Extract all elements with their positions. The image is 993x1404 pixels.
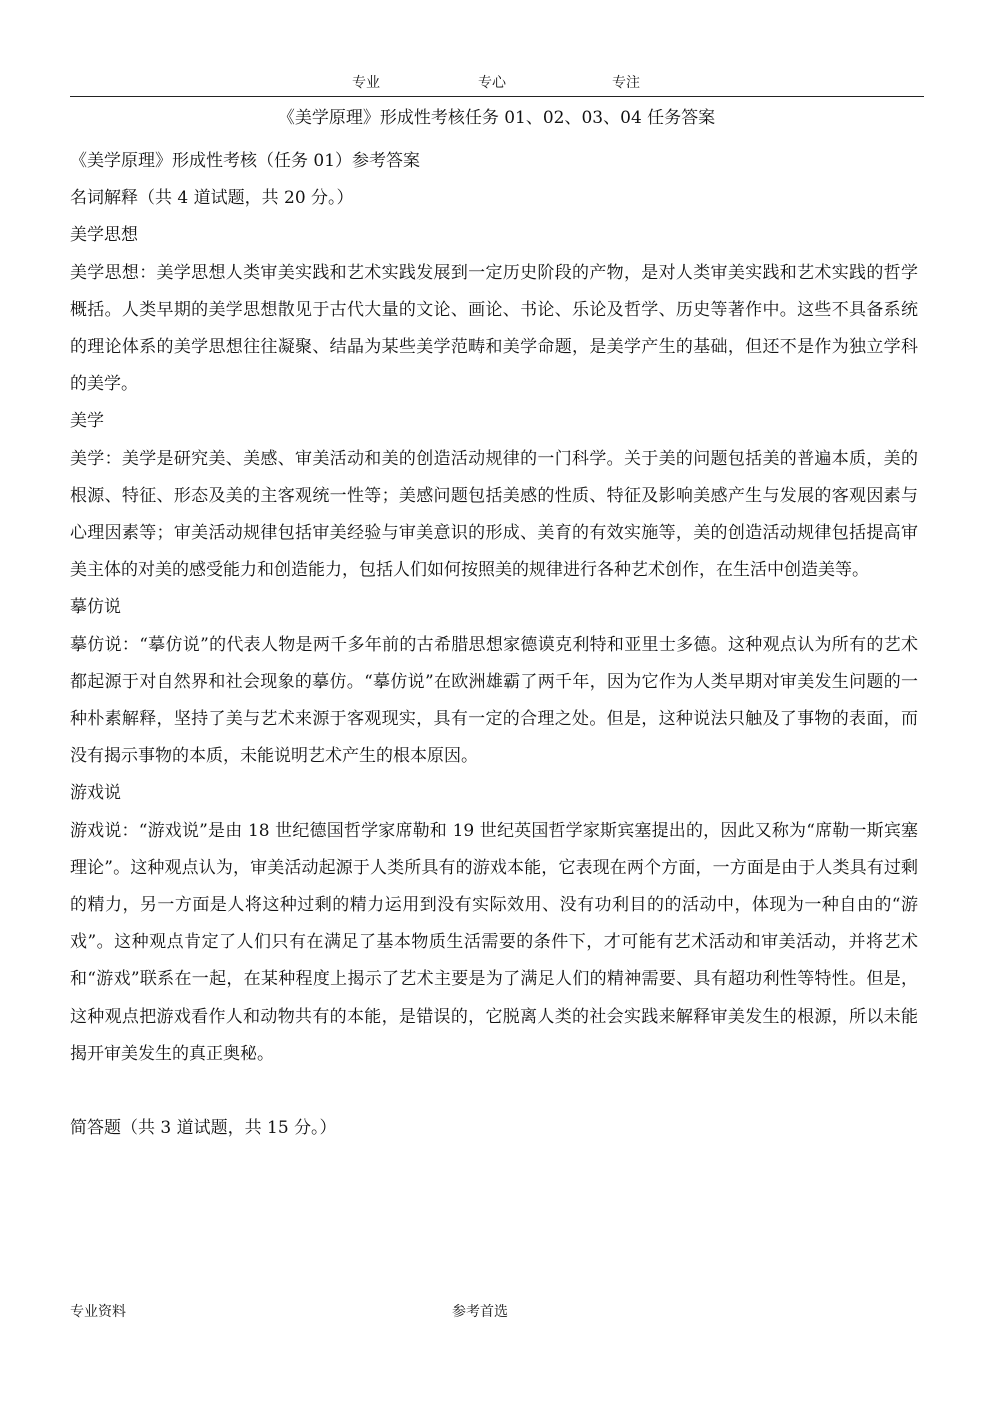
header-item-dedicated: 专注 xyxy=(612,75,640,91)
term-definition: 美学：美学是研究美、美感、审美活动和美的创造活动规律的一门科学。关于美的问题包括美的普遍本质，美的根源、特征、形态及美的主客观统一性等；美感问题包括美感的性质、特征及影响美感产生与发展的客观因素与心理因素等；审美活动规律包括审美经验与审美意识的形成、美育的有效实施等，美的创造活动规律包括提高审美主体的对美的感受能力和创造能力，包括人们如何按照美的规律进行各种艺术创作，在生活中创造美等。 xyxy=(70,448,918,581)
header-item-focused: 专心 xyxy=(478,75,506,91)
section-heading-terms: 名词解释（共 4 道试题，共 20 分。） xyxy=(70,188,354,209)
document-title: 《美学原理》形成性考核任务 01、02、03、04 任务答案 xyxy=(277,108,716,128)
section-heading-short-answer: 简答题（共 3 道试题，共 15 分。） xyxy=(70,1118,337,1139)
term-heading: 美学 xyxy=(70,411,104,432)
term-definition: 游戏说：“游戏说”是由 18 世纪德国哲学家席勒和 19 世纪英国哲学家斯宾塞提出的，因此又称为“席勒一斯宾塞理论”。这种观点认为，审美活动起源于人类所具有的游戏本能，它表现在两个方面，一方面是由于人类具有过剩的精力，另一方面是人将这种过剩的精力运用到没有实际效用、没有功利目的的活动中，体现为一种自由的“游戏”。这种观点肯定了人们只有在满足了基本物质生活需要的条件下，才可能有艺术活动和审美活动，并将艺术和“游戏”联系在一起，在某种程度上揭示了艺术主要是为了满足人们的精神需要、具有超功利性等特性。但是，这种观点把游戏看作人和动物共有的本能，是错误的，它脱离人类的社会实践来解释审美发生的根源，所以未能揭开审美发生的真正奥秘。 xyxy=(70,820,918,1064)
term-heading: 美学思想 xyxy=(70,225,138,246)
spacer xyxy=(70,1073,918,1110)
term-definition: 摹仿说：“摹仿说”的代表人物是两千多年前的古希腊思想家德谟克利特和亚里士多德。这种观点认为所有的艺术都起源于对自然界和社会现象的摹仿。“摹仿说”在欧洲雄霸了两千年，因为它作为人类早期对审美发生问题的一种朴素解释，坚持了美与艺术来源于客观现实，具有一定的合理之处。但是，这种说法只触及了事物的表面，而没有揭示事物的本质，未能说明艺术产生的根本原因。 xyxy=(70,634,918,767)
header-item-professional: 专业 xyxy=(352,75,380,91)
page-header xyxy=(70,70,924,97)
term-definition: 美学思想：美学思想人类审美实践和艺术实践发展到一定历史阶段的产物，是对人类审美实践和艺术实践的哲学概括。人类早期的美学思想散见于古代大量的文论、画论、书论、乐论及哲学、历史等著作中。这些不具备系统的理论体系的美学思想往往凝聚、结晶为某些美学范畴和美学命题，是美学产生的基础，但还不是作为独立学科的美学。 xyxy=(70,262,918,395)
footer-right-label: 参考首选 xyxy=(452,1304,508,1320)
term-heading: 摹仿说 xyxy=(70,597,121,618)
task-heading: 《美学原理》形成性考核（任务 01）参考答案 xyxy=(70,151,421,171)
footer-left-label: 专业资料 xyxy=(70,1304,126,1320)
term-heading: 游戏说 xyxy=(70,783,121,804)
document-body xyxy=(70,143,918,1147)
